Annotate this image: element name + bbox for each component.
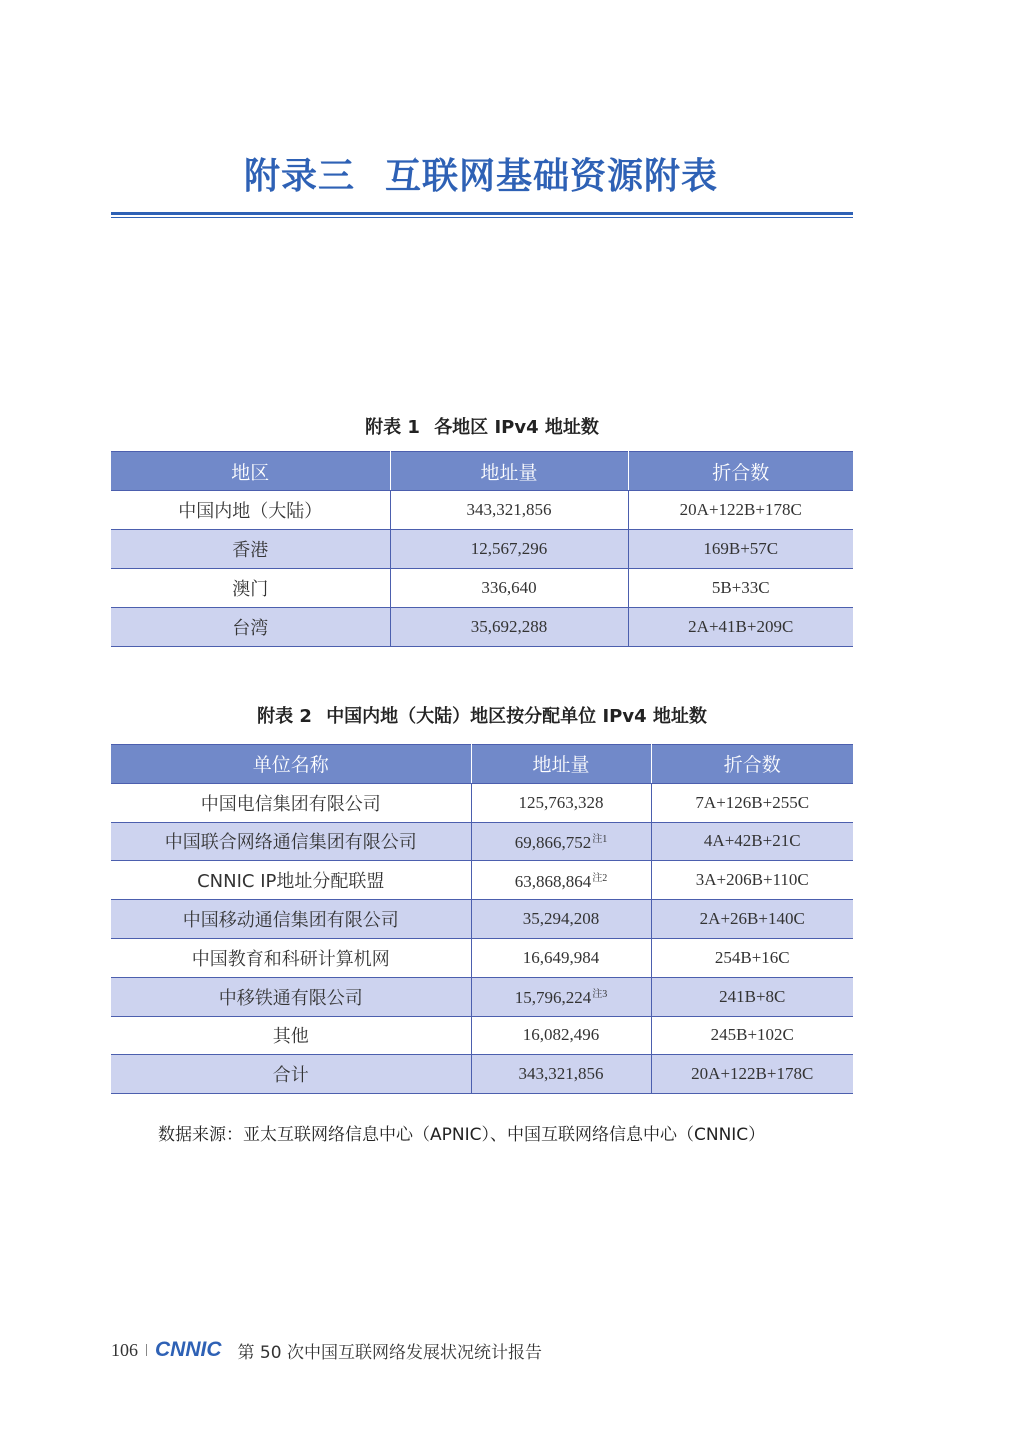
- page-number: 106: [111, 1339, 138, 1360]
- unit-cell: 中国联合网络通信集团有限公司: [111, 822, 471, 861]
- equiv-cell: 241B+8C: [651, 977, 853, 1016]
- footnote-marker: 注2: [592, 872, 608, 884]
- equiv-cell: 7A+126B+255C: [651, 783, 853, 822]
- table2-caption-title: 中国内地（大陆）地区按分配单位 IPv4 地址数: [326, 706, 707, 727]
- amount-value: 125,763,328: [518, 792, 604, 812]
- region-cell: 香港: [111, 530, 390, 569]
- appendix-title: 互联网基础资源附表: [385, 156, 719, 197]
- table-row: [111, 491, 853, 530]
- footnote-marker: 注1: [592, 833, 608, 845]
- region-cell: 中国内地（大陆）: [111, 491, 390, 530]
- amount-value: 69,866,752: [514, 832, 592, 852]
- table1-header-row: [111, 452, 853, 491]
- table-row: [111, 861, 853, 900]
- table-row: [111, 530, 853, 569]
- table1-header-region: 地区: [111, 452, 390, 491]
- amount-cell: [471, 977, 651, 1016]
- unit-cell: 其他: [111, 1016, 471, 1055]
- unit-cell: 中国电信集团有限公司: [111, 783, 471, 822]
- footer-divider: [146, 1344, 147, 1356]
- footnote-marker: 注3: [592, 989, 608, 1001]
- equiv-cell: 20A+122B+178C: [628, 491, 853, 530]
- table1-header-equiv: 折合数: [628, 452, 853, 491]
- equiv-cell: 169B+57C: [628, 530, 853, 569]
- equiv-cell: 245B+102C: [651, 1016, 853, 1055]
- table1-caption: [111, 413, 853, 439]
- table2-header-equiv: 折合数: [651, 745, 853, 784]
- table-row: [111, 1016, 853, 1055]
- amount-value: 16,082,496: [522, 1025, 600, 1045]
- amount-value: 63,868,864: [514, 871, 592, 891]
- table-row: [111, 569, 853, 608]
- unit-cell: 合计: [111, 1055, 471, 1094]
- table-row: [111, 608, 853, 647]
- amount-value: 343,321,856: [518, 1064, 604, 1084]
- equiv-cell: 2A+26B+140C: [651, 900, 853, 939]
- amount-cell: [471, 900, 651, 939]
- source-note: 数据来源：亚太互联网络信息中心（APNIC）、中国互联网络信息中心（CNNIC）: [158, 1125, 766, 1145]
- title-rule-thin: [111, 217, 853, 218]
- cnnic-logo: CNNIC: [155, 1338, 222, 1361]
- region-cell: 台湾: [111, 608, 390, 647]
- report-title: 第 50 次中国互联网络发展状况统计报告: [237, 1342, 542, 1363]
- table2-caption: [111, 702, 853, 728]
- amount-cell: [471, 1055, 651, 1094]
- table-row: [111, 977, 853, 1016]
- table1: [111, 451, 853, 647]
- page-footer: [111, 1338, 542, 1362]
- amount-cell: 343,321,856: [390, 491, 628, 530]
- unit-cell: 中移铁通有限公司: [111, 977, 471, 1016]
- equiv-cell: 2A+41B+209C: [628, 608, 853, 647]
- equiv-cell: 4A+42B+21C: [651, 822, 853, 861]
- table2-header-row: [111, 745, 853, 784]
- table2: [111, 744, 853, 1094]
- table-row: [111, 938, 853, 977]
- table2-caption-label: 附表 2: [257, 706, 312, 727]
- title-rule: [111, 212, 853, 215]
- equiv-cell: 254B+16C: [651, 938, 853, 977]
- page-title: [0, 148, 962, 199]
- amount-cell: 336,640: [390, 569, 628, 608]
- equiv-cell: 3A+206B+110C: [651, 861, 853, 900]
- table1-header-amount: 地址量: [390, 452, 628, 491]
- amount-cell: [471, 822, 651, 861]
- amount-cell: 35,692,288: [390, 608, 628, 647]
- table1-caption-label: 附表 1: [365, 417, 420, 438]
- amount-cell: [471, 1016, 651, 1055]
- amount-cell: 12,567,296: [390, 530, 628, 569]
- unit-cell: 中国移动通信集团有限公司: [111, 900, 471, 939]
- region-cell: 澳门: [111, 569, 390, 608]
- appendix-number: 附录三: [243, 156, 355, 197]
- table2-header-amount: 地址量: [471, 745, 651, 784]
- equiv-cell: 5B+33C: [628, 569, 853, 608]
- amount-cell: [471, 938, 651, 977]
- unit-cell: 中国教育和科研计算机网: [111, 938, 471, 977]
- table-row: [111, 822, 853, 861]
- table-row: [111, 900, 853, 939]
- amount-cell: [471, 783, 651, 822]
- unit-cell: CNNIC IP地址分配联盟: [111, 861, 471, 900]
- table-row: [111, 783, 853, 822]
- table-total-row: [111, 1055, 853, 1094]
- equiv-cell: 20A+122B+178C: [651, 1055, 853, 1094]
- amount-value: 15,796,224: [514, 988, 592, 1008]
- amount-value: 16,649,984: [522, 947, 600, 967]
- amount-cell: [471, 861, 651, 900]
- amount-value: 35,294,208: [522, 909, 600, 929]
- table1-caption-title: 各地区 IPv4 地址数: [434, 417, 599, 438]
- table2-header-unit: 单位名称: [111, 745, 471, 784]
